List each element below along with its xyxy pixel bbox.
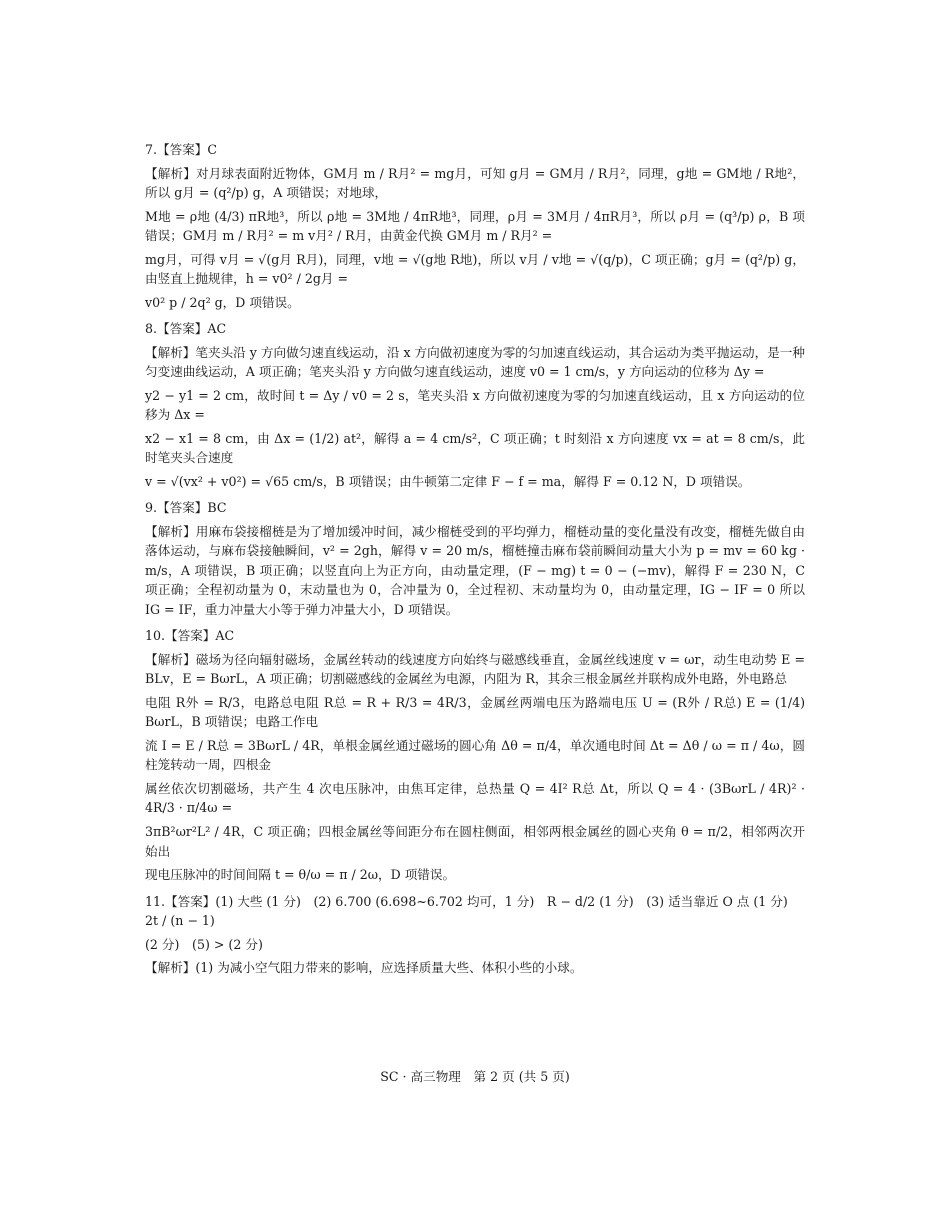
q8-line-4: v = √(vx² + v0²) = √65 cm/s，B 项错误；由牛顿第二定律 F − f = ma，解得 F = 0.12 N，D 项错误。 [145, 473, 751, 489]
q11-line-1: (2 分) (5) > (2 分) [145, 936, 263, 952]
q8-answer: 8.【答案】AC [145, 321, 227, 337]
q11-analysis [145, 935, 805, 978]
q7-answer: 7.【答案】C [145, 142, 218, 157]
q9-line-1: 【解析】用麻布袋接榴梿是为了增加缓冲时间，减少榴梿受到的平均弹力，榴梿动量的变化量没有改变，榴梿先做自由落体运动，与麻布袋接触瞬间，v² = 2gh，解得 v = 20 m/s，榴梿撞击麻布袋前瞬间动量大小为 p = mv = 60 kg · m/s，A 项错误，B 项正确；以竖直向上为正方向，由动量定理，(F − mg) t = 0 − (−mv)，解得 F = 230 N，C 项正确；全程初动量为 0，末动量也为 0，合冲量为 0，全过程初、末动量均为 0，由动量定理，IG − IF = 0 所以 IG = IF，重力冲量大小等于弹力冲量大小，D 项错误。 [145, 523, 805, 617]
q7-line-1: 【解析】对月球表面附近物体，GM月 m / R月² = mg月，可知 g月 = GM月 / R月²，同理，g地 = GM地 / R地²，所以 g月 = (q²/p) g，A 项错误；对地球， [145, 165, 805, 201]
q10-line-1: 【解析】磁场为径向辐射磁场，金属丝转动的线速度方向始终与磁感线垂直，金属丝线速度 v = ωr，动生电动势 E = BLv，E = BωrL，A 项正确；切割磁感线的金属丝为电源，内阻为 R，其余三根金属丝并联构成外电路，外电路总 [145, 651, 805, 687]
q10-line-6: 现电压脉冲的时间间隔 t = θ/ω = π / 2ω，D 项错误。 [145, 867, 456, 883]
q9-analysis [145, 522, 805, 620]
q11-line-2: 【解析】(1) 为减小空气阻力带来的影响，应选择质量大些、体积小些的小球。 [145, 960, 583, 976]
q7-line-4: v0² p / 2q² g，D 项错误。 [145, 294, 300, 310]
q7-line-2: M地 = ρ地 (4/3) πR地³，所以 ρ地 = 3M地 / 4πR地³，同理，ρ月 = 3M月 / 4πR月³，所以 ρ月 = (q³/p) ρ，B 项错误；GM月 m / R月² = m v月² / R月，由黄金代换 GM月 m / R月² = [145, 208, 805, 244]
q11-answer: 11.【答案】(1) 大些 (1 分) (2) 6.700 (6.698~6.702 均可，1 分) R − d/2 (1 分) (3) 适当靠近 O 点 (1 分) 2t / (n − 1) [145, 893, 801, 929]
q7-analysis [145, 164, 805, 313]
q7-line-3: mg月，可得 v月 = √(g月 R月)，同理，v地 = √(g地 R地)，所以 v月 / v地 = √(q/p)，C 项正确；g月 = (q²/p) g，由竖直上抛规律，h = v0² / 2g月 = [145, 251, 805, 287]
q10-line-3: 流 I = E / R总 = 3BωrL / 4R，单根金属丝通过磁场的圆心角 Δθ = π/4，单次通电时间 Δt = Δθ / ω = π / 4ω，圆柱笼转动一周，四根金 [145, 737, 805, 773]
q10-answer: 10.【答案】AC [145, 628, 235, 644]
answer-page [145, 140, 805, 982]
q8-line-1: 【解析】笔夹头沿 y 方向做匀速直线运动，沿 x 方向做初速度为零的匀加速直线运动，其合运动为类平抛运动，是一种匀变速曲线运动，A 项正确；笔夹头沿 y 方向做匀速直线运动，速度 v0 = 1 cm/s，y 方向运动的位移为 Δy = [145, 344, 805, 380]
q10-line-2: 电阻 R外 = R/3，电路总电阻 R总 = R + R/3 = 4R/3，金属丝两端电压为路端电压 U = (R外 / R总) E = (1/4) BωrL，B 项错误；电路工作电 [145, 694, 805, 730]
q8-line-3: x2 − x1 = 8 cm，由 Δx = (1/2) at²，解得 a = 4 cm/s²，C 项正确；t 时刻沿 x 方向速度 vx = at = 8 cm/s，此时笔夹头合速度 [145, 430, 805, 466]
q10-line-5: 3πB²ωr²L² / 4R，C 项正确；四根金属丝等间距分布在圆柱侧面，相邻两根金属丝的圆心夹角 θ = π/2，相邻两次开始出 [145, 823, 805, 859]
q10-analysis [145, 650, 805, 885]
q10-line-4: 属丝依次切割磁场，共产生 4 次电压脉冲，由焦耳定律，总热量 Q = 4I² R总 Δt，所以 Q = 4 · (3BωrL / 4R)² · 4R/3 · π/4ω = [145, 780, 805, 816]
q9-answer: 9.【答案】BC [145, 500, 227, 516]
page-footer: SC · 高三物理 第 2 页 (共 5 页) [380, 1069, 570, 1084]
q8-line-2: y2 − y1 = 2 cm，故时间 t = Δy / v0 = 2 s，笔夹头沿 x 方向做初速度为零的匀加速直线运动，且 x 方向运动的位移为 Δx = [145, 387, 805, 423]
q8-analysis [145, 343, 805, 492]
